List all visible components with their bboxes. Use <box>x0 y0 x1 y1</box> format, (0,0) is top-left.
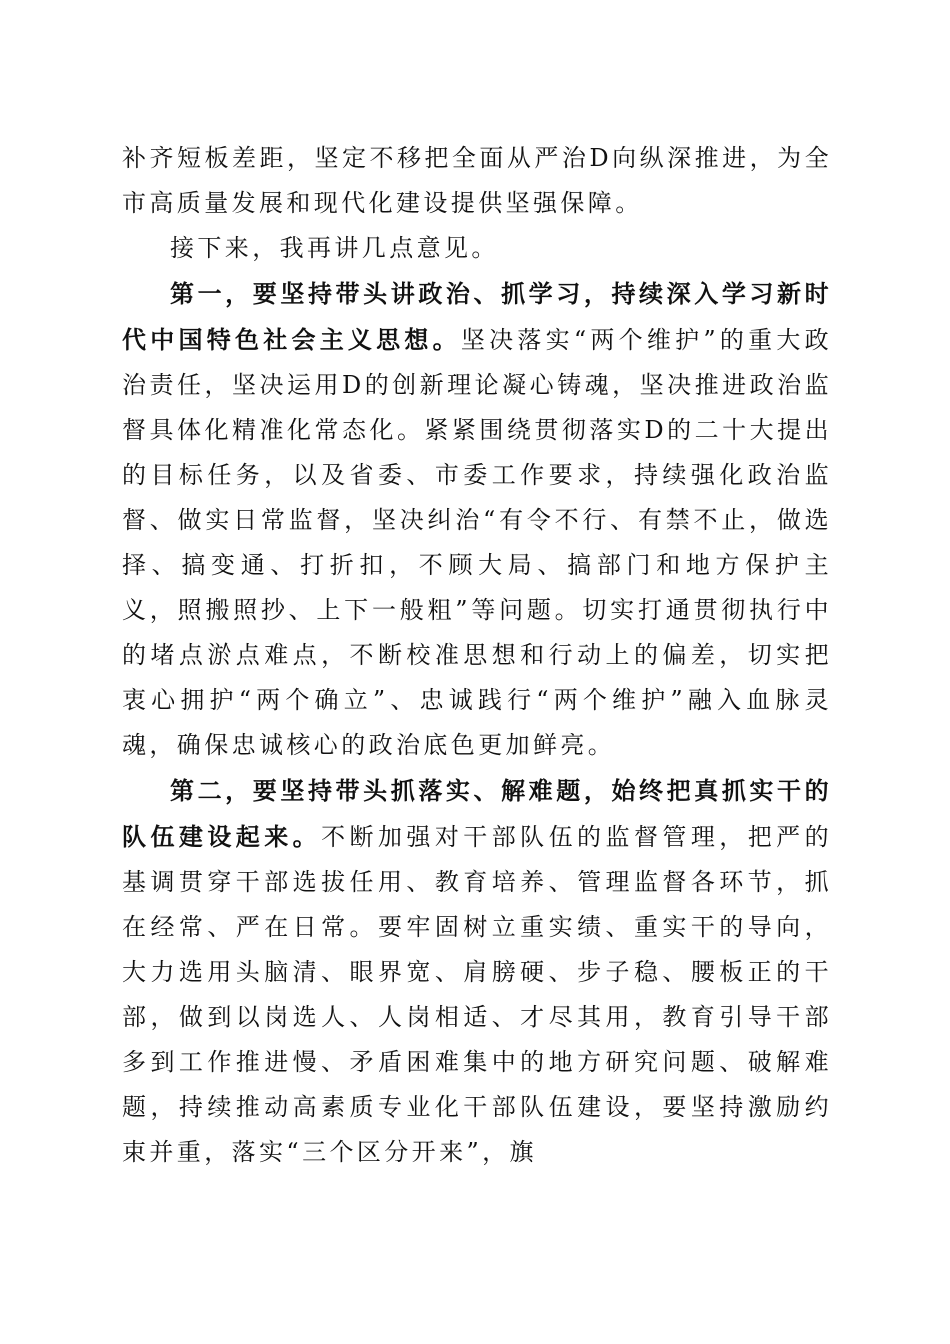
paragraph-text: 坚决落实“两个维护”的重大政治责任，坚决运用D的创新理论凝心铸魂，坚决推进政治监督具体化精准化常态化。紧紧围绕贯彻落实D的二十大提出的目标任务，以及省委、市委工作要求，持续强化政治监督、做实日常监督，坚决纠治“有令不行、有禁不止，做选择、搞变通、打折扣，不顾大局、搞部门和地方保护主义，照搬照抄、上下一般粗”等问题。切实打通贯彻执行中的堵点淤点难点，不断校准思想和行动上的偏差，切实把衷心拥护“两个确立”、忠诚践行“两个维护”融入血脉灵魂，确保忠诚核心的政治底色更加鲜亮。 <box>122 326 832 759</box>
paragraph-text: 不断加强对干部队伍的监督管理，把严的基调贯穿干部选拔任用、教育培养、管理监督各环节，抓在经常、严在日常。要牢固树立重实绩、重实干的导向，大力选用头脑清、眼界宽、肩膀硬、步子稳、腰板正的干部，做到以岗选人、人岗相适、才尽其用，教育引导干部多到工作推进慢、矛盾困难集中的地方研究问题、破解难题，持续推动高素质专业化干部队伍建设，要坚持激励约束并重，落实“三个区分开来”，旗 <box>122 823 832 1166</box>
paragraph-point-one <box>122 271 832 768</box>
paragraph-lead-bold: 第一，要坚持带头讲政治、抓学习，持续深入学习新时代中国特色社会主义思想。 <box>122 279 832 354</box>
document-body <box>122 136 832 1175</box>
paragraph-continuation <box>122 136 832 226</box>
paragraph-text: 接下来，我再讲几点意见。 <box>170 234 499 262</box>
paragraph-point-two <box>122 768 832 1175</box>
paragraph-lead-bold: 第二，要坚持带头抓落实、解难题，始终把真抓实干的队伍建设起来。 <box>122 776 832 851</box>
paragraph-transition <box>122 226 832 271</box>
paragraph-text: 补齐短板差距，坚定不移把全面从严治D向纵深推进，为全市高质量发展和现代化建设提供坚强保障。 <box>122 144 832 217</box>
